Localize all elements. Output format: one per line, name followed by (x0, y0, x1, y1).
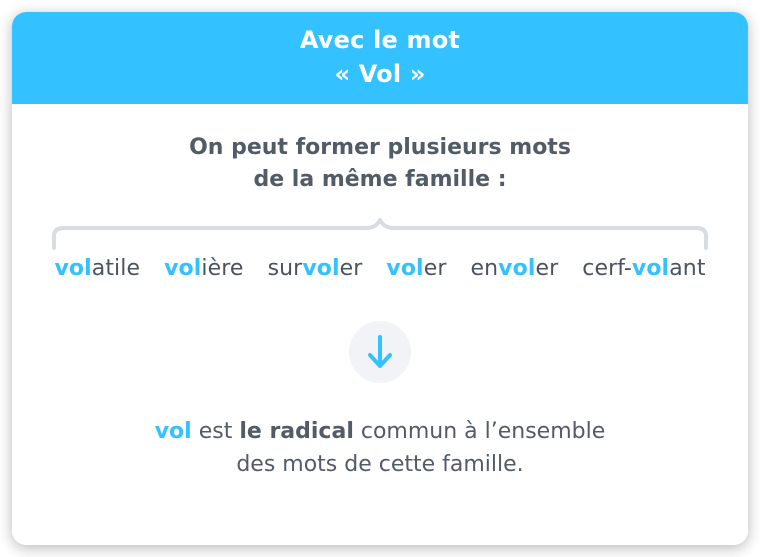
word-item (268, 256, 363, 281)
conclusion-text (12, 415, 748, 481)
card-header (12, 12, 748, 104)
word-list (12, 256, 748, 281)
header-title-line2: « Vol » (334, 60, 426, 88)
arrow-container (12, 321, 748, 383)
word-item (470, 256, 558, 281)
header-title-line1: Avec le mot (299, 26, 461, 55)
word-prefix: cerf- (582, 255, 632, 281)
word-root: vol (54, 255, 92, 281)
intro-text (12, 104, 748, 196)
conclusion-part2: commun à l’ensemble (353, 418, 606, 444)
conclusion-root: vol (154, 418, 192, 444)
curly-brace-up-icon (50, 218, 710, 250)
intro-line1: On peut former plusieurs mots (189, 135, 571, 160)
word-root: vol (302, 255, 340, 281)
arrow-down-icon (367, 335, 393, 369)
word-item (582, 256, 705, 281)
word-suffix: er (339, 255, 363, 281)
word-root: vol (498, 255, 536, 281)
conclusion-emphasis: le radical (239, 418, 354, 444)
word-item (386, 256, 446, 281)
conclusion-part1: est (191, 418, 240, 444)
word-root: vol (631, 255, 670, 281)
word-suffix: ant (669, 255, 706, 281)
word-suffix: ière (201, 255, 244, 281)
word-prefix: sur (267, 255, 303, 281)
conclusion-line1 (12, 415, 748, 448)
word-root: vol (386, 255, 424, 281)
lesson-card (12, 12, 748, 545)
brace-container (12, 218, 748, 250)
arrow-circle (349, 321, 411, 383)
intro-line2: de la même famille : (253, 166, 507, 192)
conclusion-line2: des mots de cette famille. (236, 451, 524, 477)
word-root: vol (164, 255, 202, 281)
card-body (12, 104, 748, 545)
word-item (164, 256, 243, 281)
word-prefix: en (470, 255, 499, 281)
word-suffix: er (423, 255, 447, 281)
word-suffix: atile (91, 255, 141, 281)
word-suffix: er (535, 255, 559, 281)
word-item (54, 256, 140, 281)
